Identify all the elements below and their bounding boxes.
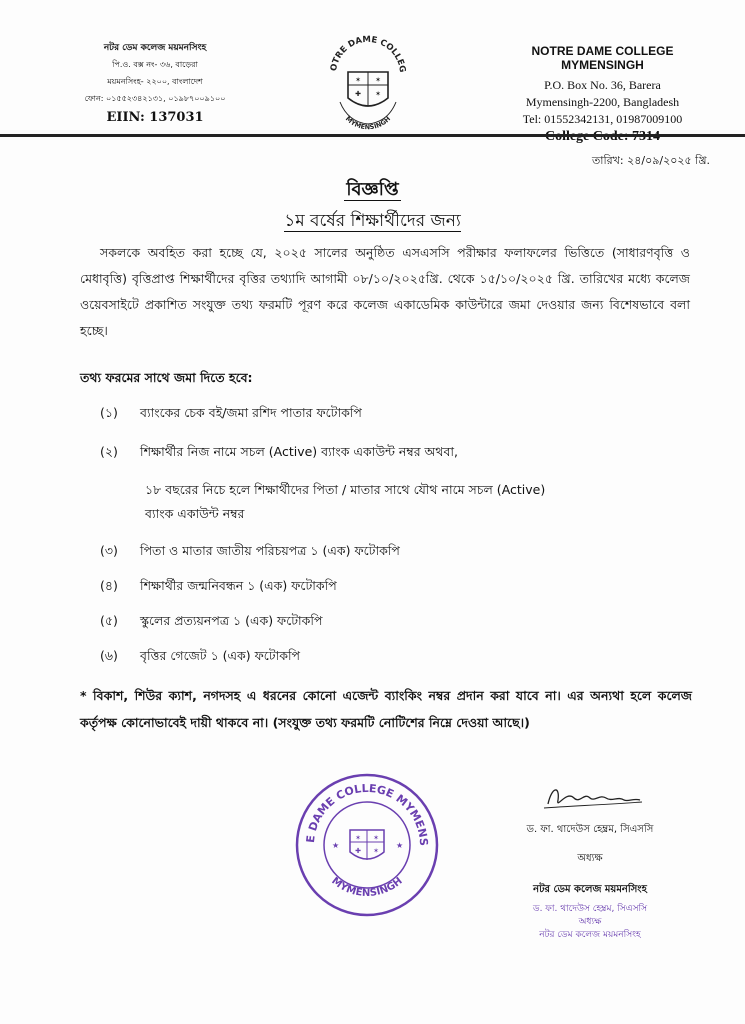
principal-title: অধ্যক্ষ xyxy=(577,853,603,864)
stamp-name: ড. ফা. থাদেউস হেম্ব্রম, সিএসসি xyxy=(532,904,648,914)
college-seal-stamp xyxy=(292,770,442,920)
svg-text:★: ★ xyxy=(332,841,340,850)
list-item-text: শিক্ষার্থীর জন্মনিবন্ধন ১ (এক) ফটোকপি xyxy=(140,578,337,593)
po-box-english: P.O. Box No. 36, Barera xyxy=(544,78,661,92)
notice-subtitle xyxy=(0,208,745,236)
list-item-number: (১) xyxy=(100,405,118,420)
list-item-text: পিতা ও মাতার জাতীয় পরিচয়পত্র ১ (এক) ফটোকপি xyxy=(140,543,400,558)
svg-text:NOTRE DAME COLLEGE xyxy=(318,32,407,73)
college-logo xyxy=(318,32,418,132)
principal-college: নটর ডেম কলেজ ময়মনসিংহ xyxy=(533,884,647,895)
header-bangla-address xyxy=(40,40,270,125)
requirements-heading: তথ্য ফরমের সাথে জমা দিতে হবে: xyxy=(80,370,253,385)
svg-text:★: ★ xyxy=(396,841,404,850)
svg-text:✶: ✶ xyxy=(355,76,361,84)
seal-top-text: E DAME COLLEGE MYMENS xyxy=(303,781,431,847)
svg-text:✶: ✶ xyxy=(373,847,379,855)
list-item xyxy=(100,648,300,668)
svg-text:✶: ✶ xyxy=(375,90,381,98)
list-item-number: (৪) xyxy=(100,578,118,593)
svg-text:✶: ✶ xyxy=(373,834,379,842)
list-item-continuation: ব্যাংক একাউন্ট নম্বর xyxy=(145,506,245,521)
list-item-text: বৃত্তির গেজেট ১ (এক) ফটোকপি xyxy=(140,648,301,663)
svg-text:MYMENSINGH xyxy=(344,115,392,132)
svg-text:✚: ✚ xyxy=(355,90,361,98)
svg-text:✶: ✶ xyxy=(355,834,361,842)
list-item-number: (৩) xyxy=(100,543,118,558)
stamp-college: নটর ডেম কলেজ ময়মনসিংহ xyxy=(539,930,641,940)
eiin-number: EIIN: 137031 xyxy=(106,110,204,125)
list-item xyxy=(100,613,322,633)
city-english: Mymensingh-2200, Bangladesh xyxy=(525,95,680,109)
logo-top-text: OTRE DAME COLLEG xyxy=(329,34,408,74)
svg-text:✶: ✶ xyxy=(375,76,381,84)
list-item xyxy=(100,444,458,464)
svg-text:✚: ✚ xyxy=(355,847,361,855)
college-name-english: NOTRE DAME COLLEGE MYMENSINGH xyxy=(531,44,674,72)
phone-english: Tel: 01552342131, 01987009100 xyxy=(522,112,683,126)
notice-title xyxy=(0,175,745,206)
list-item-text: স্কুলের প্রত্যয়নপত্র ১ (এক) ফটোকপি xyxy=(140,613,323,628)
list-item-text: ব্যাংকের চেক বই/জমা রশিদ পাতার ফটোকপি xyxy=(140,405,362,420)
college-code xyxy=(490,129,715,145)
signature-block xyxy=(480,780,700,942)
list-item-number: (২) xyxy=(100,444,118,459)
list-item xyxy=(100,405,362,425)
notice-subtitle-text: ১ম বর্ষের শিক্ষার্থীদের জন্য xyxy=(284,211,461,231)
logo-bottom-text: MYMENSINGH xyxy=(343,114,393,132)
notice-date: তারিখ: ২৪/০৯/২০২৫ খ্রি. xyxy=(592,154,710,167)
list-item xyxy=(100,578,337,598)
principal-stamp xyxy=(480,903,700,942)
notice-title-text: বিজ্ঞপ্তি xyxy=(346,179,399,200)
list-item-number: (৬) xyxy=(100,648,118,663)
list-item xyxy=(100,543,400,563)
principal-name: ড. ফা. থাদেউস হেম্ব্রম, সিএসসি xyxy=(526,824,654,835)
important-note: * বিকাশ, শিউর ক্যাশ, নগদসহ এ ধরনের কোনো এজেন্ট ব্যাংকিং নম্বর প্রদান করা যাবে না। এর অন্যথা হলে কলেজ কর্তৃপক্ষ কোনোভাবেই দায়ী থাকবে না। (সংযুক্ত তথ্য ফরমটি নোটিশের নিম্নে দেওয়া আছে।) xyxy=(80,688,692,730)
notice-body-paragraph: সকলকে অবহিত করা হচ্ছে যে, ২০২৫ সালের অনুষ্ঠিত এসএসসি পরীক্ষার ফলাফলের ভিত্তিতে (সাধারণবৃত্তি ও মেধাবৃত্তি) বৃত্তিপ্রাপ্ত শিক্ষার্থীদের বৃত্তির তথ্যাদি আগামী ০৮/১০/২০২৫খ্রি. থেকে ১৫/১০/২০২৫ খ্রি. তারিখের মধ্যে কলেজ ওয়েবসাইটে প্রকাশিত সংযুক্ত তথ্য ফরমটি পূরণ করে কলেজ একাডেমিক কাউন্টারে জমা দেওয়ার জন্য বিশেষভাবে বলা হচ্ছে। xyxy=(80,245,690,338)
po-box-bangla: পি.ও. বক্স নং- ৩৬, বাড়েরা xyxy=(112,60,198,69)
list-item-text: শিক্ষার্থীর নিজ নামে সচল (Active) ব্যাংক একাউন্ট নম্বর অথবা, xyxy=(140,444,459,459)
college-name-bangla: নটর ডেম কলেজ ময়মনসিংহ xyxy=(103,43,207,53)
seal-bottom-text: MYMENSINGH xyxy=(329,875,405,900)
header-english-address xyxy=(490,44,715,145)
principal-signature xyxy=(530,780,650,816)
header-divider xyxy=(0,134,745,137)
phone-bangla: ফোন: ০১৫৫২৩৪২১৩১, ০১৯৮৭০০৯১০০ xyxy=(84,94,226,103)
list-item-number: (৫) xyxy=(100,613,118,628)
city-bangla: ময়মনসিংহ- ২২০০, বাংলাদেশ xyxy=(107,77,203,86)
list-item-continuation: ১৮ বছরের নিচে হলে শিক্ষার্থীদের পিতা / মাতার সাথে যৌথ নামে সচল (Active) xyxy=(145,482,546,497)
stamp-title: অধ্যক্ষ xyxy=(578,917,602,927)
